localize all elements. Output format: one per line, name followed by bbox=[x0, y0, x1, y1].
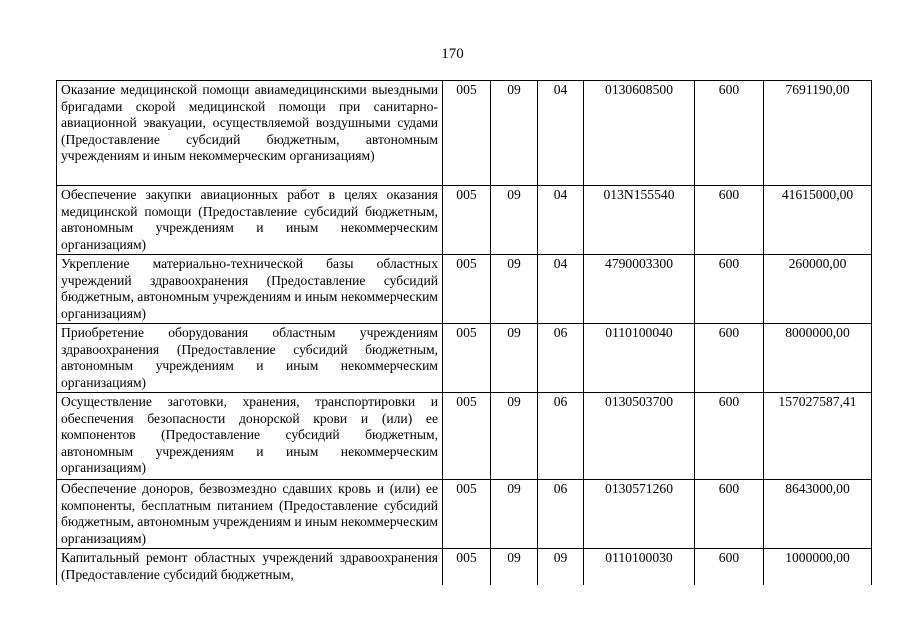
table-row bbox=[57, 255, 872, 324]
amount: 8643000,00 bbox=[764, 480, 872, 549]
table-row bbox=[57, 81, 872, 186]
target-article-code: 0130608500 bbox=[584, 81, 695, 186]
section-code: 09 bbox=[491, 393, 538, 480]
amount: 41615000,00 bbox=[764, 186, 872, 255]
section-code: 09 bbox=[491, 480, 538, 549]
budget-table bbox=[56, 80, 872, 585]
row-description: Капитальный ремонт областных учреждений здравоохранения (Предоставление субсидий бюджетным, bbox=[57, 549, 443, 585]
amount: 157027587,41 bbox=[764, 393, 872, 480]
expense-type-code: 600 bbox=[695, 393, 764, 480]
table-row bbox=[57, 324, 872, 393]
subsection-code: 09 bbox=[538, 549, 584, 585]
target-article-code: 0130503700 bbox=[584, 393, 695, 480]
row-description: Приобретение оборудования областным учреждениям здравоохранения (Предоставление субсидий бюджетным, автономным учреждениям и иным некоммерческим организациям) bbox=[57, 324, 443, 393]
subsection-code: 06 bbox=[538, 480, 584, 549]
section-code: 09 bbox=[491, 255, 538, 324]
ministry-code: 005 bbox=[443, 480, 491, 549]
expense-type-code: 600 bbox=[695, 255, 764, 324]
expense-type-code: 600 bbox=[695, 81, 764, 186]
ministry-code: 005 bbox=[443, 186, 491, 255]
amount: 7691190,00 bbox=[764, 81, 872, 186]
ministry-code: 005 bbox=[443, 549, 491, 585]
amount: 8000000,00 bbox=[764, 324, 872, 393]
table-row bbox=[57, 480, 872, 549]
table-row bbox=[57, 186, 872, 255]
ministry-code: 005 bbox=[443, 393, 491, 480]
section-code: 09 bbox=[491, 186, 538, 255]
table-row bbox=[57, 549, 872, 585]
expense-type-code: 600 bbox=[695, 549, 764, 585]
ministry-code: 005 bbox=[443, 324, 491, 393]
ministry-code: 005 bbox=[443, 81, 491, 186]
section-code: 09 bbox=[491, 324, 538, 393]
subsection-code: 06 bbox=[538, 393, 584, 480]
subsection-code: 04 bbox=[538, 81, 584, 186]
subsection-code: 06 bbox=[538, 324, 584, 393]
target-article-code: 4790003300 bbox=[584, 255, 695, 324]
target-article-code: 013N155540 bbox=[584, 186, 695, 255]
row-description: Осуществление заготовки, хранения, транспортировки и обеспечения безопасности донорской крови и (или) ее компонентов (Предоставление субсидий бюджетным, автономным учреждениям и иным некоммерческим организациям) bbox=[57, 393, 443, 480]
row-description: Обеспечение закупки авиационных работ в целях оказания медицинской помощи (Предоставление субсидий бюджетным, автономным учреждениям и иным некоммерческим организациям) bbox=[57, 186, 443, 255]
section-code: 09 bbox=[491, 549, 538, 585]
page-number: 170 bbox=[441, 46, 464, 62]
section-code: 09 bbox=[491, 81, 538, 186]
row-description: Укрепление материально-технической базы областных учреждений здравоохранения (Предоставление субсидий бюджетным, автономным учреждениям и иным некоммерческим организациям) bbox=[57, 255, 443, 324]
subsection-code: 04 bbox=[538, 186, 584, 255]
ministry-code: 005 bbox=[443, 255, 491, 324]
target-article-code: 0110100040 bbox=[584, 324, 695, 393]
expense-type-code: 600 bbox=[695, 186, 764, 255]
target-article-code: 0130571260 bbox=[584, 480, 695, 549]
expense-type-code: 600 bbox=[695, 480, 764, 549]
table-row bbox=[57, 393, 872, 480]
row-description: Обеспечение доноров, безвозмездно сдавших кровь и (или) ее компоненты, бесплатным питанием (Предоставление субсидий бюджетным, автономным учреждениям и иным некоммерческим организациям) bbox=[57, 480, 443, 549]
expense-type-code: 600 bbox=[695, 324, 764, 393]
amount: 260000,00 bbox=[764, 255, 872, 324]
target-article-code: 0110100030 bbox=[584, 549, 695, 585]
amount: 1000000,00 bbox=[764, 549, 872, 585]
row-description: Оказание медицинской помощи авиамедицинскими выездными бригадами скорой медицинской помощи при санитарно-авиационной эвакуации, осуществляемой воздушными судами (Предоставление субсидий бюджетным, автономным учреждениям и иным некоммерческим организациям) bbox=[57, 81, 443, 186]
subsection-code: 04 bbox=[538, 255, 584, 324]
